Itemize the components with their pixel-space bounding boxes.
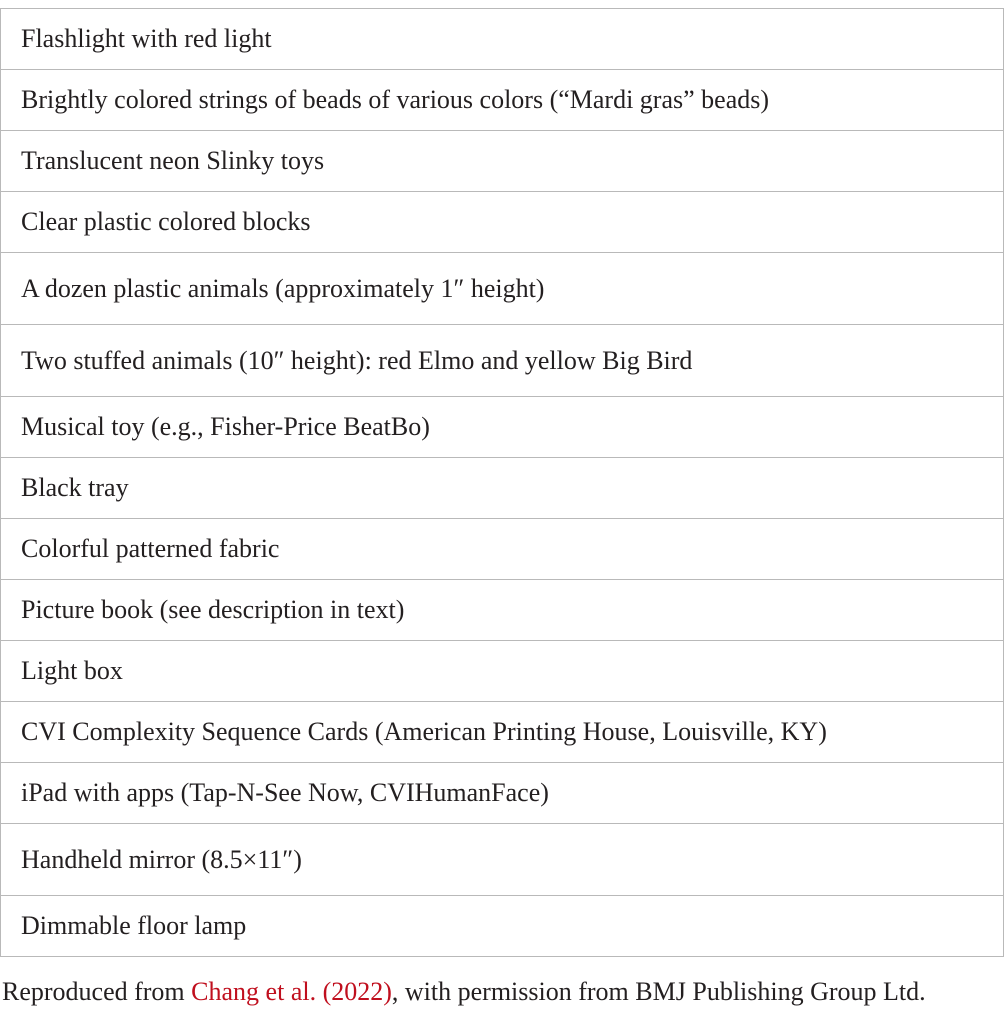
table-row (1, 325, 1004, 397)
table-cell: Musical toy (e.g., Fisher-Price BeatBo) (1, 397, 1004, 458)
table-cell: Light box (1, 641, 1004, 702)
citation-link[interactable]: Chang et al. (2022) (191, 977, 392, 1006)
table-row (1, 253, 1004, 325)
table-cell: Colorful patterned fabric (1, 519, 1004, 580)
table-row (1, 397, 1004, 458)
table-row (1, 131, 1004, 192)
table-cell: Black tray (1, 458, 1004, 519)
table-cell: Flashlight with red light (1, 9, 1004, 70)
table-row (1, 192, 1004, 253)
table-row (1, 580, 1004, 641)
table-row (1, 458, 1004, 519)
footnote-prefix: Reproduced from (2, 977, 192, 1006)
table-row (1, 519, 1004, 580)
table-cell: Two stuffed animals (10″ height): red Elmo and yellow Big Bird (1, 325, 1004, 397)
table-row (1, 641, 1004, 702)
table-cell: Translucent neon Slinky toys (1, 131, 1004, 192)
table-cell: Picture book (see description in text) (1, 580, 1004, 641)
table-cell: Clear plastic colored blocks (1, 192, 1004, 253)
table-row (1, 9, 1004, 70)
table-footnote (2, 975, 926, 1009)
table-cell: iPad with apps (Tap-N-See Now, CVIHumanFace) (1, 763, 1004, 824)
table-row (1, 70, 1004, 131)
table-cell: A dozen plastic animals (approximately 1″ height) (1, 253, 1004, 325)
table-row (1, 702, 1004, 763)
table-row (1, 824, 1004, 896)
table-cell: Handheld mirror (8.5×11″) (1, 824, 1004, 896)
materials-table (0, 8, 1004, 957)
table-cell: Brightly colored strings of beads of various colors (“Mardi gras” beads) (1, 70, 1004, 131)
footnote-suffix: , with permission from BMJ Publishing Group Ltd. (391, 977, 926, 1006)
table-cell: Dimmable floor lamp (1, 896, 1004, 957)
table-row (1, 896, 1004, 957)
table-cell: CVI Complexity Sequence Cards (American Printing House, Louisville, KY) (1, 702, 1004, 763)
table-row (1, 763, 1004, 824)
